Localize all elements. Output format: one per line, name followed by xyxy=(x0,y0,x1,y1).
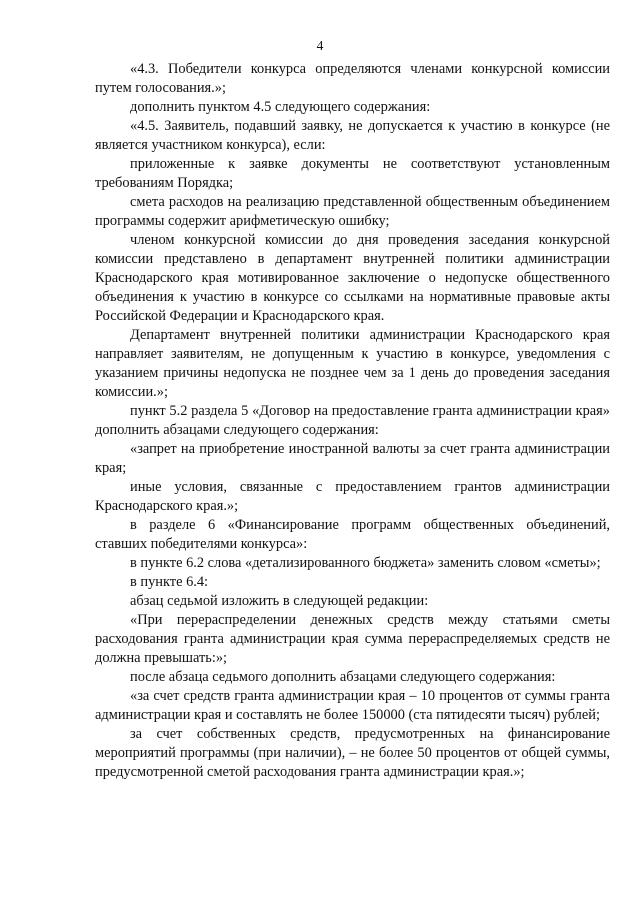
paragraph: дополнить пунктом 4.5 следующего содержания: xyxy=(130,99,431,115)
paragraph: смета расходов на реализацию представленной общественным объединением программы содержит арифметическую ошибку; xyxy=(95,194,610,229)
paragraph: «4.3. Победители конкурса определяются членами конкурсной комиссии путем голосования.»; xyxy=(95,61,610,96)
paragraph: в пункте 6.2 слова «детализированного бюджета» заменить словом «сметы»; xyxy=(130,555,601,571)
paragraph: после абзаца седьмого дополнить абзацами следующего содержания: xyxy=(130,669,556,685)
document-body xyxy=(95,60,610,782)
paragraph: абзац седьмой изложить в следующей редакции: xyxy=(130,593,429,609)
paragraph: «за счет средств гранта администрации края – 10 процентов от суммы гранта администрации края и составлять не более 150000 (ста пятидесяти тысяч) рублей; xyxy=(95,688,610,723)
paragraph: в разделе 6 «Финансирование программ общественных объединений, ставших победителями конкурса»: xyxy=(95,517,610,552)
paragraph: в пункте 6.4: xyxy=(130,574,209,590)
paragraph: иные условия, связанные с предоставлением грантов администрации Краснодарского края.»; xyxy=(95,479,610,514)
paragraph: Департамент внутренней политики администрации Краснодарского края направляет заявителям, не допущенным к участию в конкурсе, уведомления с указанием причины недопуска не позднее чем за 1 день до проведения заседания комиссии.»; xyxy=(95,327,610,400)
paragraph: «4.5. Заявитель, подавший заявку, не допускается к участию в конкурсе (не является участником конкурса), если: xyxy=(95,118,610,153)
paragraph: «запрет на приобретение иностранной валюты за счет гранта администрации края; xyxy=(95,441,610,476)
paragraph: пункт 5.2 раздела 5 «Договор на предоставление гранта администрации края» дополнить абзацами следующего содержания: xyxy=(95,403,610,438)
paragraph: за счет собственных средств, предусмотренных на финансирование мероприятий программы (при наличии), – не более 50 процентов от общей суммы, предусмотренной сметой расходования гранта администрации края.»; xyxy=(95,726,610,780)
page-number: 4 xyxy=(316,38,324,53)
paragraph: членом конкурсной комиссии до дня проведения заседания конкурсной комиссии представлено в департамент внутренней политики администрации Краснодарского края мотивированное заключение о недопуске общественного объединения к участию в конкурсе со ссылками на нормативные правовые акты Российской Федерации и Краснодарского края. xyxy=(95,232,610,324)
paragraph: «При перераспределении денежных средств между статьями сметы расходования гранта администрации края сумма перераспределяемых средств не должна превышать:»; xyxy=(95,612,610,666)
paragraph: приложенные к заявке документы не соответствуют установленным требованиям Порядка; xyxy=(95,156,610,191)
